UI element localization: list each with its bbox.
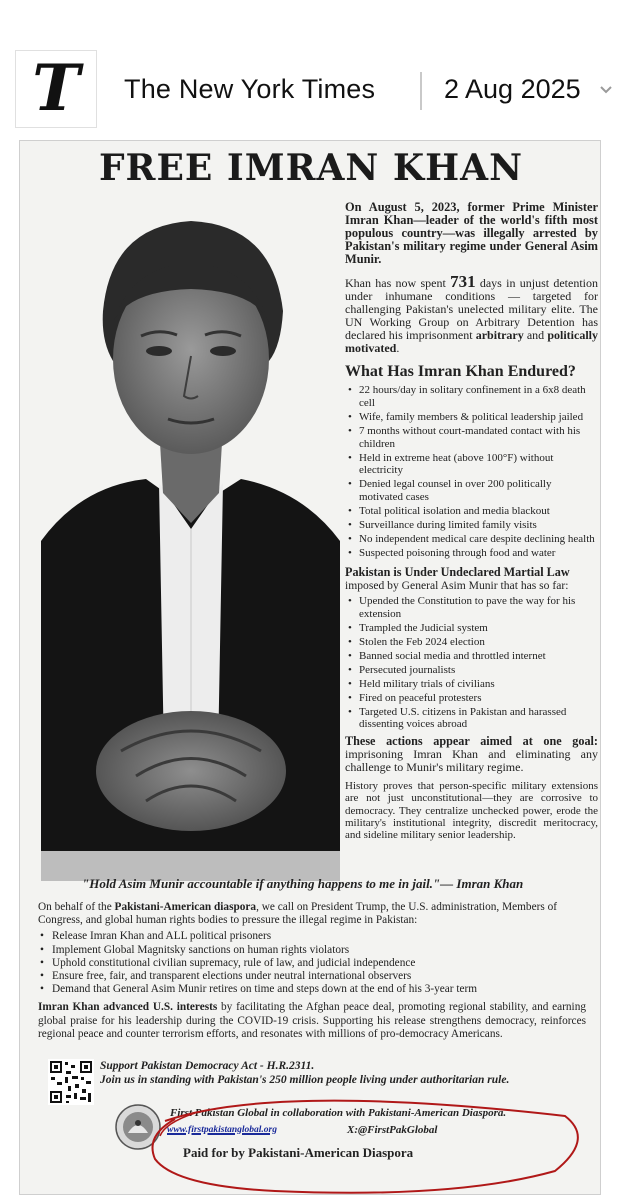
ad-headline: FREE IMRAN KHAN bbox=[98, 147, 523, 189]
list-item: • Total political isolation and media blackout bbox=[345, 505, 598, 518]
behalf-bold: Pakistani-American diaspora bbox=[114, 901, 257, 913]
detention-political: politically motivated bbox=[345, 328, 598, 355]
website-link[interactable]: www.firstpakistanglobal.org bbox=[167, 1125, 277, 1135]
goal-bold: These actions appear aimed at one goal: bbox=[345, 734, 598, 749]
collaboration-text: First Pakistan Global in collaboration with Pakistani-American Diaspora. bbox=[170, 1107, 507, 1119]
chevron-down-icon[interactable] bbox=[600, 84, 612, 96]
list-item: • 22 hours/day in solitary confinement in a 6x8 death cell bbox=[345, 384, 598, 410]
behalf-text-b: , we call on President Trump, the U.S. administration, Members of Congress, and global human rights bodies to pressure the illegal regime in Pakistan: bbox=[38, 901, 557, 927]
list-item: • Uphold constitutional civilian supremacy, rule of law, and judicial independence bbox=[38, 957, 586, 970]
list-item: • Wife, family members & political leadership jailed bbox=[345, 411, 598, 424]
endured-list bbox=[345, 384, 598, 560]
list-item: • Banned social media and throttled internet bbox=[345, 650, 598, 663]
intro-paragraph: On August 5, 2023, former Prime Minister Imran Khan—leader of the world's fifth most populous country—was illegally arrested by Pakistan's military regime under General Asim Munir. bbox=[345, 200, 598, 266]
newspaper-ad bbox=[19, 140, 601, 1195]
x-handle[interactable]: X:@FirstPakGlobal bbox=[347, 1124, 438, 1136]
list-item: • Surveillance during limited family visits bbox=[345, 519, 598, 532]
list-item: • Trampled the Judicial system bbox=[345, 622, 598, 635]
detention-arbitrary: arbitrary bbox=[475, 328, 524, 342]
publication-date[interactable]: 2 Aug 2025 bbox=[444, 74, 581, 104]
behalf-paragraph bbox=[38, 901, 586, 927]
support-line-1: Support Pakistan Democracy Act - H.R.2311. bbox=[100, 1060, 315, 1072]
list-item: • Demand that General Asim Munir retires on time and steps down at the end of his 3-year term bbox=[38, 983, 586, 996]
detention-paragraph bbox=[345, 272, 598, 355]
first-pakistan-global-seal-icon bbox=[114, 1103, 162, 1151]
detention-text-d: . bbox=[396, 341, 400, 355]
list-item: • Denied legal counsel in over 200 politically motivated cases bbox=[345, 478, 598, 504]
list-item: • Upended the Constitution to pave the way for his extension bbox=[345, 595, 598, 621]
nyt-logo[interactable] bbox=[15, 50, 97, 128]
martial-law-list bbox=[345, 595, 598, 731]
list-item: • No independent medical care despite declining health bbox=[345, 533, 598, 546]
us-interests-bold: Imran Khan advanced U.S. interests bbox=[38, 1001, 218, 1014]
nyt-logo-glyph: T bbox=[32, 51, 80, 126]
article-header bbox=[0, 0, 631, 131]
imran-khan-quote: "Hold Asim Munir accountable if anything happens to me in jail."— Imran Khan bbox=[82, 876, 524, 891]
history-paragraph: History proves that person-specific military extensions are not just unconstitutional—they are corrosive to democracy. They centralize unchecked power, erode the military's institutional integrity, discredit meritocracy, and sideline military senior leadership. bbox=[345, 780, 598, 842]
us-interests-paragraph bbox=[38, 1001, 586, 1041]
martial-law-subheading: imposed by General Asim Munir that has so far: bbox=[345, 578, 569, 592]
goal-paragraph bbox=[345, 735, 598, 774]
us-interests-text: by facilitating the Afghan peace deal, promoting regional stability, and earning global praise for his leadership during the COVID-19 crisis. Supporting his release strengthens democracy, reinforces regional peace and counter terrorism efforts, and resonates with millions of pro-democracy Americans. bbox=[38, 1001, 586, 1040]
detention-text-c: and bbox=[523, 328, 548, 342]
list-item: • Stolen the Feb 2024 election bbox=[345, 636, 598, 649]
list-item: • Held in extreme heat (above 100°F) without electricity bbox=[345, 452, 598, 478]
demands-list bbox=[38, 930, 586, 996]
list-item: • 7 months without court-mandated contact with his children bbox=[345, 425, 598, 451]
days-count: 731 bbox=[450, 272, 476, 291]
list-item: • Implement Global Magnitsky sanctions on human rights violators bbox=[38, 944, 586, 957]
list-item: • Ensure free, fair, and transparent elections under neutral international observers bbox=[38, 970, 586, 983]
list-item: • Targeted U.S. citizens in Pakistan and harassed dissenting voices abroad bbox=[345, 706, 598, 732]
appeal-section bbox=[38, 901, 586, 1041]
endured-heading: What Has Imran Khan Endured? bbox=[345, 363, 576, 380]
paid-for-by: Paid for by Pakistani-American Diaspora bbox=[183, 1145, 414, 1160]
list-item: • Release Imran Khan and ALL political prisoners bbox=[38, 930, 586, 943]
detention-text-a: Khan has now spent bbox=[345, 276, 451, 290]
goal-text: imprisoning Imran Khan and eliminating any challenge to Munir's military regime. bbox=[345, 747, 598, 775]
publication-name[interactable]: The New York Times bbox=[124, 74, 376, 104]
support-line-2: Join us in standing with Pakistan's 250 million people living under authoritarian rule. bbox=[100, 1074, 510, 1086]
header-divider bbox=[420, 72, 422, 110]
list-item: • Suspected poisoning through food and water bbox=[345, 547, 598, 560]
list-item: • Persecuted journalists bbox=[345, 664, 598, 677]
detention-text-b: days in unjust detention under inhumane conditions — targeted for challenging Pakistan's unelected military elite. The UN Working Group on Arbitrary Detention has declared his imprisonment bbox=[345, 276, 598, 342]
support-text bbox=[100, 1059, 580, 1087]
list-item: • Fired on peaceful protesters bbox=[345, 692, 598, 705]
martial-law-heading: Pakistan is Under Undeclared Martial Law bbox=[345, 564, 570, 579]
list-item: • Held military trials of civilians bbox=[345, 678, 598, 691]
imran-khan-portrait bbox=[41, 211, 340, 981]
right-column bbox=[345, 201, 598, 842]
behalf-text-a: On behalf of the bbox=[38, 901, 115, 913]
qr-code-icon[interactable] bbox=[48, 1059, 94, 1105]
